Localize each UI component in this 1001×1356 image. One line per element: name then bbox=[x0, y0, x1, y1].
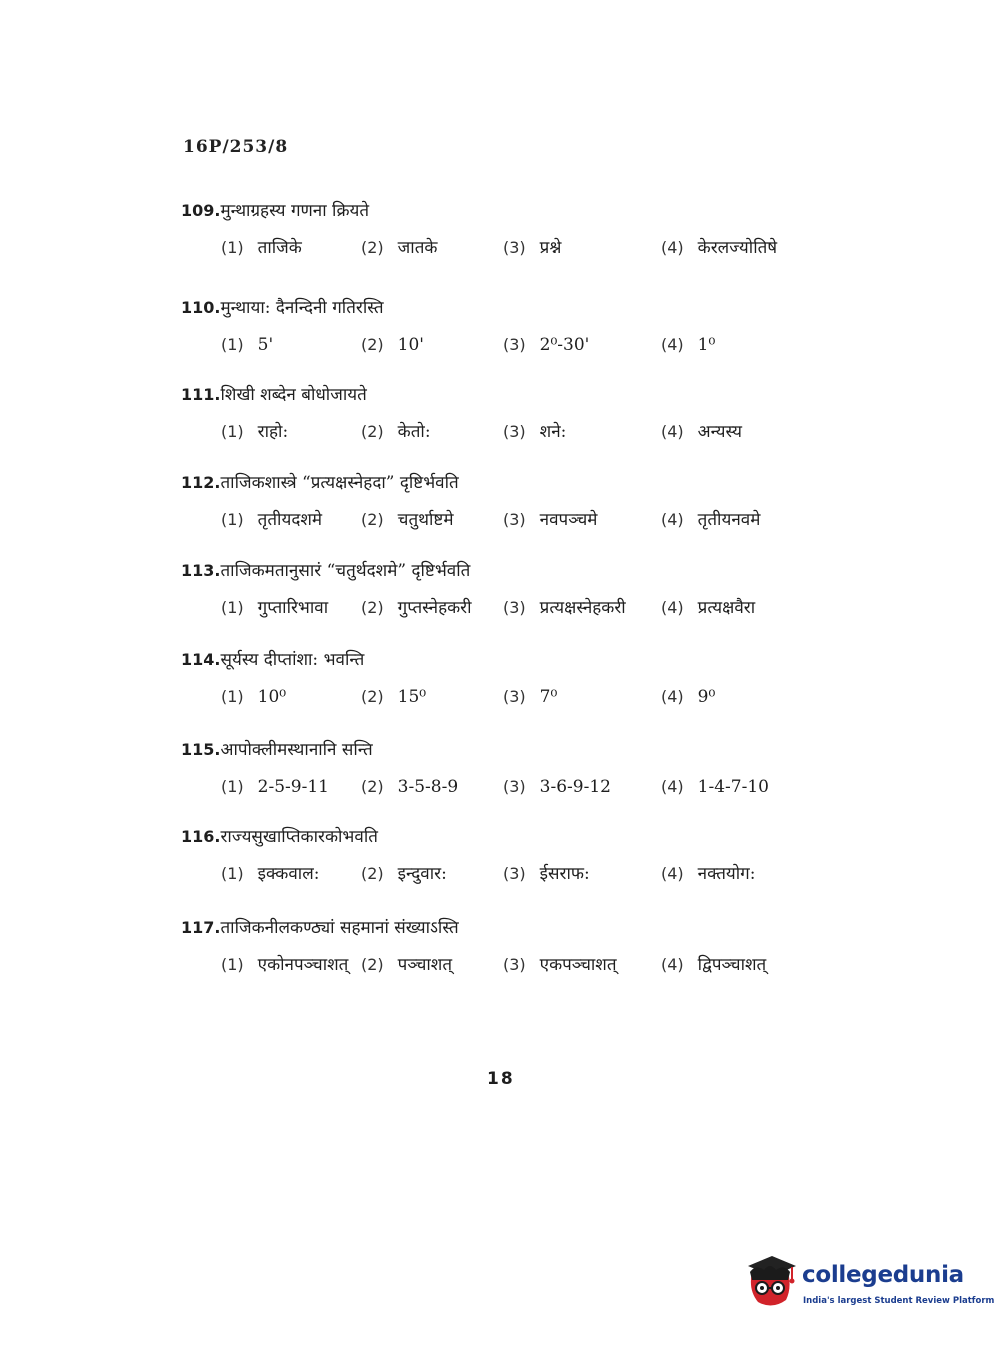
collegedunia-logo bbox=[742, 1248, 995, 1312]
question-text: शिखी शब्देन बोधोजायते bbox=[220, 385, 367, 405]
question-116 bbox=[181, 825, 861, 889]
options bbox=[181, 774, 861, 802]
option-2: (2) 15⁰ bbox=[361, 687, 427, 707]
question-text: आपोक्लीमस्थानानि सन्ति bbox=[220, 740, 373, 760]
question-114 bbox=[181, 648, 861, 712]
option-4: (4) 1⁰ bbox=[661, 335, 716, 355]
option-1: (1) राहो: bbox=[221, 422, 289, 442]
question-109 bbox=[181, 199, 861, 263]
option-1: (1) 5' bbox=[221, 335, 274, 355]
question-text: सूर्यस्य दीप्तांशा: भवन्ति bbox=[220, 650, 365, 670]
question-number: 114. bbox=[181, 650, 221, 669]
options bbox=[181, 861, 861, 889]
question-number: 117. bbox=[181, 918, 221, 937]
option-4: (4) नक्तयोग: bbox=[661, 864, 756, 884]
option-4: (4) अन्यस्य bbox=[661, 422, 743, 442]
student-mascot-icon bbox=[742, 1250, 798, 1308]
option-1: (1) तृतीयदशमे bbox=[221, 510, 323, 530]
question-text: मुन्थाग्रहस्य गणना क्रियते bbox=[220, 201, 370, 221]
options bbox=[181, 332, 861, 360]
options bbox=[181, 235, 861, 263]
option-1: (1) गुप्तारिभावा bbox=[221, 598, 329, 618]
option-1: (1) 10⁰ bbox=[221, 687, 287, 707]
logo-tagline: India's largest Student Review Platform bbox=[803, 1296, 995, 1306]
options bbox=[181, 684, 861, 712]
question-113 bbox=[181, 559, 861, 623]
options bbox=[181, 952, 861, 980]
option-3: (3) 3-6-9-12 bbox=[503, 777, 611, 797]
option-4: (4) तृतीयनवमे bbox=[661, 510, 761, 530]
option-2: (2) 3-5-8-9 bbox=[361, 777, 459, 797]
option-2: (2) चतुर्थाष्टमे bbox=[361, 510, 454, 530]
question-number: 113. bbox=[181, 561, 221, 580]
option-2: (2) गुप्तस्नेहकरी bbox=[361, 598, 472, 618]
option-4: (4) प्रत्यक्षवैरा bbox=[661, 598, 756, 618]
question-number: 111. bbox=[181, 385, 221, 404]
option-4: (4) केरलज्योतिषे bbox=[661, 238, 778, 258]
question-110 bbox=[181, 296, 861, 360]
page-number: 18 bbox=[487, 1069, 515, 1089]
option-3: (3) शने: bbox=[503, 422, 567, 442]
options bbox=[181, 595, 861, 623]
option-3: (3) नवपञ्चमे bbox=[503, 510, 598, 530]
option-3: (3) 7⁰ bbox=[503, 687, 558, 707]
option-1: (1) ताजिके bbox=[221, 238, 302, 258]
option-4: (4) 9⁰ bbox=[661, 687, 716, 707]
option-2: (2) केतो: bbox=[361, 422, 431, 442]
option-2: (2) जातके bbox=[361, 238, 438, 258]
question-number: 110. bbox=[181, 298, 221, 317]
option-4: (4) द्विपञ्चाशत् bbox=[661, 955, 767, 975]
option-2: (2) पञ्चाशत् bbox=[361, 955, 453, 975]
question-text: ताजिकनीलकण्ठ्यां सहमानां संख्याऽस्ति bbox=[220, 918, 459, 938]
option-1: (1) इक्कवाल: bbox=[221, 864, 320, 884]
paper-code: 16P/253/8 bbox=[183, 137, 289, 157]
option-4: (4) 1-4-7-10 bbox=[661, 777, 769, 797]
option-3: (3) प्रत्यक्षस्नेहकरी bbox=[503, 598, 626, 618]
question-115 bbox=[181, 738, 861, 802]
question-112 bbox=[181, 471, 861, 535]
option-2: (2) इन्दुवार: bbox=[361, 864, 447, 884]
question-number: 109. bbox=[181, 201, 221, 220]
option-3: (3) एकपञ्चाशत् bbox=[503, 955, 617, 975]
options bbox=[181, 507, 861, 535]
question-111 bbox=[181, 383, 861, 447]
question-number: 112. bbox=[181, 473, 221, 492]
question-text: ताजिकमतानुसारं “चतुर्थदशमे” दृष्टिर्भवति bbox=[220, 561, 471, 581]
question-text: राज्यसुखाप्तिकारकोभवति bbox=[220, 827, 378, 847]
option-1: (1) 2-5-9-11 bbox=[221, 777, 329, 797]
question-text: ताजिकशास्त्रे “प्रत्यक्षस्नेहदा” दृष्टिर्भवति bbox=[220, 473, 459, 493]
option-3: (3) 2⁰-30' bbox=[503, 335, 590, 355]
options bbox=[181, 419, 861, 447]
question-text: मुन्थाया: दैनन्दिनी गतिरस्ति bbox=[220, 298, 384, 318]
option-1: (1) एकोनपञ्चाशत् bbox=[221, 955, 349, 975]
logo-wordmark: collegedunia bbox=[802, 1262, 964, 1288]
option-2: (2) 10' bbox=[361, 335, 424, 355]
question-number: 116. bbox=[181, 827, 221, 846]
question-117 bbox=[181, 916, 861, 980]
question-number: 115. bbox=[181, 740, 221, 759]
option-3: (3) ईसराफ: bbox=[503, 864, 590, 884]
option-3: (3) प्रश्ने bbox=[503, 238, 562, 258]
